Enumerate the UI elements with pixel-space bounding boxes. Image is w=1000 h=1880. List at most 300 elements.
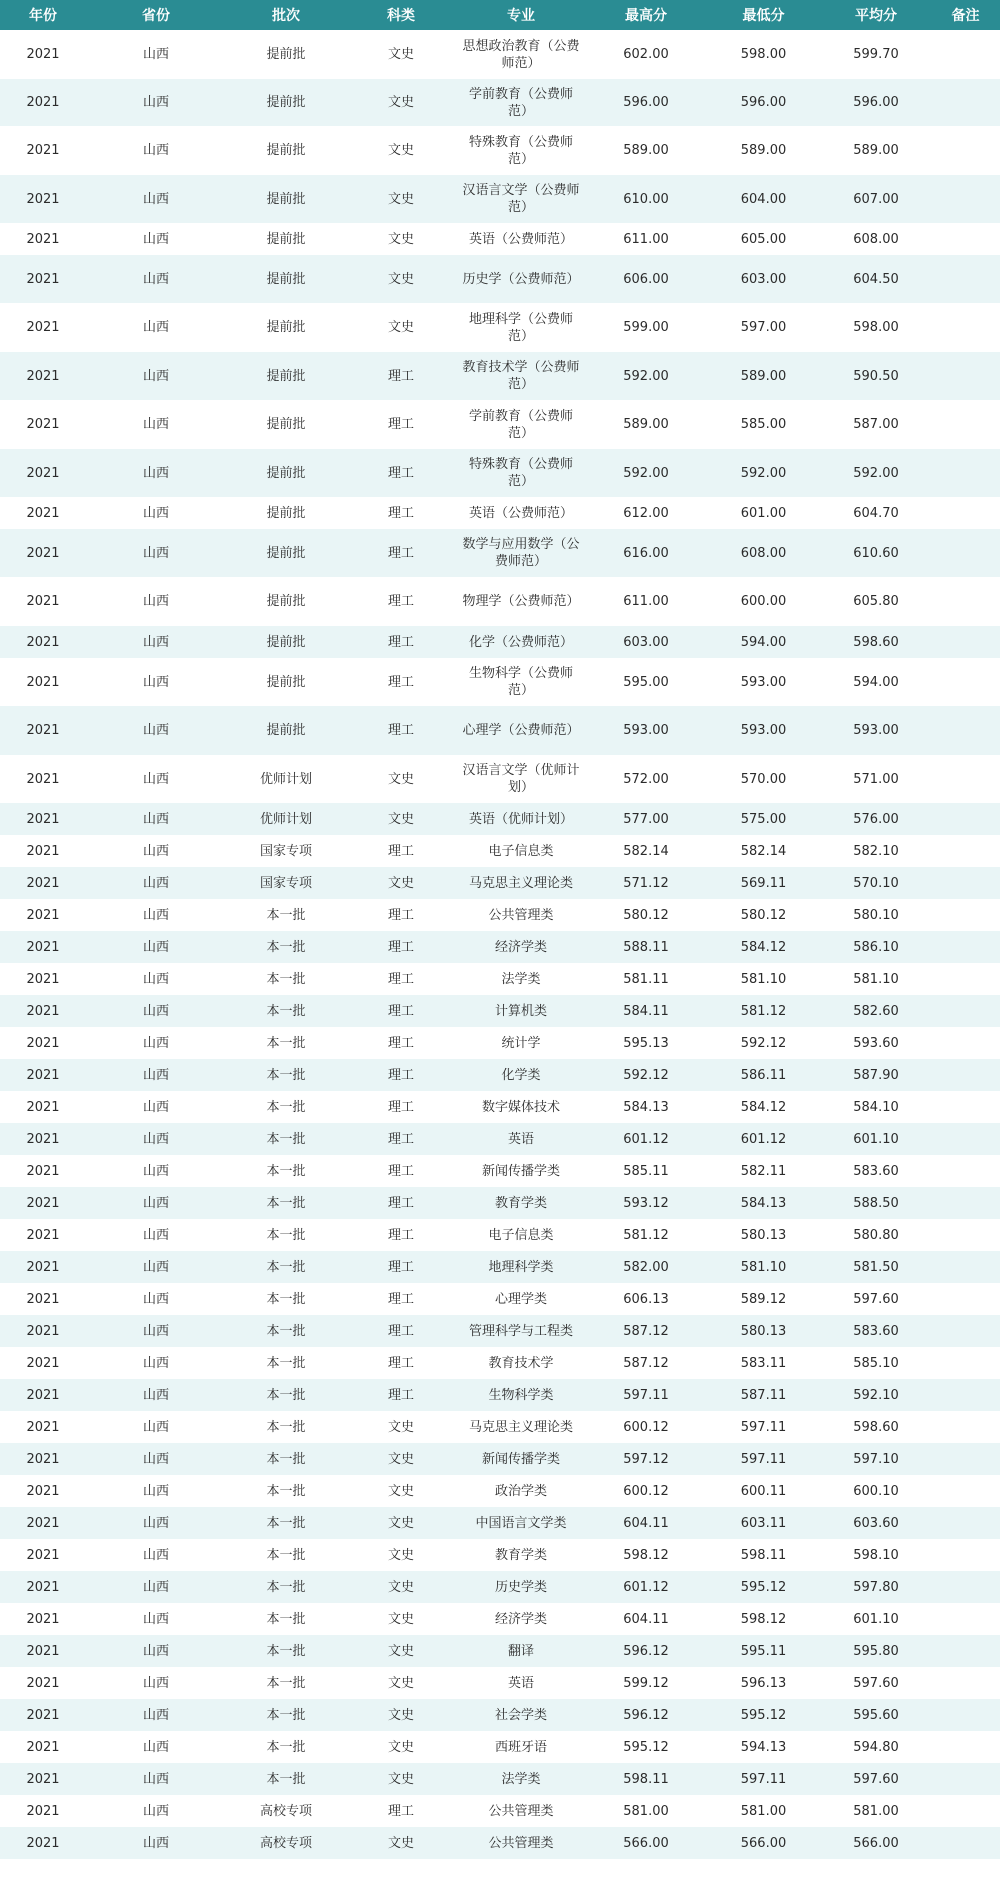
- cell-province: 山西: [86, 1731, 226, 1763]
- cell-major: 汉语言文学（优师计划）: [456, 755, 586, 803]
- cell-major: 生物科学类: [456, 1379, 586, 1411]
- cell-subject: 文史: [346, 1571, 456, 1603]
- cell-min-score: 598.00: [706, 30, 821, 79]
- cell-avg-score: 571.00: [821, 755, 931, 803]
- cell-batch: 优师计划: [226, 803, 346, 835]
- cell-min-score: 589.12: [706, 1283, 821, 1315]
- cell-note: [931, 1059, 1000, 1091]
- cell-subject: 理工: [346, 995, 456, 1027]
- cell-year: 2021: [0, 1475, 86, 1507]
- cell-year: 2021: [0, 1091, 86, 1123]
- cell-batch: 提前批: [226, 175, 346, 223]
- header-province: 省份: [86, 0, 226, 30]
- cell-year: 2021: [0, 1219, 86, 1251]
- cell-note: [931, 1699, 1000, 1731]
- table-body: [0, 30, 1000, 1859]
- cell-max-score: 606.00: [586, 255, 706, 303]
- cell-max-score: 598.11: [586, 1763, 706, 1795]
- cell-province: 山西: [86, 577, 226, 626]
- cell-min-score: 584.12: [706, 931, 821, 963]
- cell-subject: 文史: [346, 1635, 456, 1667]
- cell-subject: 理工: [346, 352, 456, 400]
- cell-note: [931, 126, 1000, 175]
- cell-note: [931, 577, 1000, 626]
- cell-min-score: 582.11: [706, 1155, 821, 1187]
- cell-avg-score: 589.00: [821, 126, 931, 175]
- cell-avg-score: 570.10: [821, 867, 931, 899]
- table-row: [0, 963, 1000, 995]
- cell-province: 山西: [86, 626, 226, 658]
- cell-year: 2021: [0, 1155, 86, 1187]
- cell-max-score: 616.00: [586, 529, 706, 577]
- cell-major: 生物科学（公费师范）: [456, 658, 586, 706]
- cell-province: 山西: [86, 1155, 226, 1187]
- cell-province: 山西: [86, 79, 226, 126]
- cell-subject: 理工: [346, 658, 456, 706]
- cell-max-score: 592.00: [586, 449, 706, 497]
- cell-major: 化学类: [456, 1059, 586, 1091]
- cell-major: 历史学类: [456, 1571, 586, 1603]
- table-row: [0, 1059, 1000, 1091]
- cell-batch: 提前批: [226, 626, 346, 658]
- cell-note: [931, 1731, 1000, 1763]
- cell-avg-score: 590.50: [821, 352, 931, 400]
- cell-province: 山西: [86, 835, 226, 867]
- cell-year: 2021: [0, 1763, 86, 1795]
- cell-subject: 理工: [346, 1155, 456, 1187]
- header-note: 备注: [931, 0, 1000, 30]
- cell-note: [931, 1667, 1000, 1699]
- cell-subject: 理工: [346, 449, 456, 497]
- cell-major: 教育技术学（公费师范）: [456, 352, 586, 400]
- cell-province: 山西: [86, 963, 226, 995]
- table-row: [0, 1507, 1000, 1539]
- cell-min-score: 584.12: [706, 1091, 821, 1123]
- cell-avg-score: 601.10: [821, 1123, 931, 1155]
- cell-note: [931, 995, 1000, 1027]
- cell-province: 山西: [86, 1699, 226, 1731]
- cell-year: 2021: [0, 803, 86, 835]
- cell-major: 数学与应用数学（公费师范）: [456, 529, 586, 577]
- cell-batch: 本一批: [226, 931, 346, 963]
- cell-min-score: 608.00: [706, 529, 821, 577]
- cell-year: 2021: [0, 867, 86, 899]
- cell-major: 思想政治教育（公费师范）: [456, 30, 586, 79]
- cell-subject: 文史: [346, 755, 456, 803]
- cell-avg-score: 580.80: [821, 1219, 931, 1251]
- cell-max-score: 588.11: [586, 931, 706, 963]
- cell-min-score: 603.00: [706, 255, 821, 303]
- cell-subject: 理工: [346, 1251, 456, 1283]
- cell-year: 2021: [0, 931, 86, 963]
- cell-batch: 本一批: [226, 995, 346, 1027]
- cell-batch: 本一批: [226, 1507, 346, 1539]
- cell-subject: 理工: [346, 497, 456, 529]
- cell-min-score: 595.12: [706, 1571, 821, 1603]
- cell-batch: 本一批: [226, 899, 346, 931]
- cell-avg-score: 598.10: [821, 1539, 931, 1571]
- cell-max-score: 603.00: [586, 626, 706, 658]
- cell-major: 计算机类: [456, 995, 586, 1027]
- cell-batch: 本一批: [226, 1699, 346, 1731]
- cell-batch: 本一批: [226, 1635, 346, 1667]
- cell-subject: 理工: [346, 1795, 456, 1827]
- cell-max-score: 584.11: [586, 995, 706, 1027]
- cell-max-score: 612.00: [586, 497, 706, 529]
- cell-min-score: 593.00: [706, 706, 821, 755]
- cell-min-score: 586.11: [706, 1059, 821, 1091]
- cell-avg-score: 594.80: [821, 1731, 931, 1763]
- cell-batch: 提前批: [226, 706, 346, 755]
- cell-note: [931, 175, 1000, 223]
- table-row: [0, 1603, 1000, 1635]
- cell-max-score: 572.00: [586, 755, 706, 803]
- cell-note: [931, 1315, 1000, 1347]
- cell-province: 山西: [86, 497, 226, 529]
- cell-major: 社会学类: [456, 1699, 586, 1731]
- cell-province: 山西: [86, 352, 226, 400]
- cell-max-score: 596.00: [586, 79, 706, 126]
- table-row: [0, 529, 1000, 577]
- cell-province: 山西: [86, 1219, 226, 1251]
- cell-subject: 文史: [346, 126, 456, 175]
- table-row: [0, 1123, 1000, 1155]
- cell-province: 山西: [86, 931, 226, 963]
- cell-max-score: 611.00: [586, 577, 706, 626]
- cell-subject: 理工: [346, 1123, 456, 1155]
- cell-province: 山西: [86, 706, 226, 755]
- cell-max-score: 599.00: [586, 303, 706, 352]
- cell-subject: 理工: [346, 400, 456, 449]
- cell-avg-score: 598.00: [821, 303, 931, 352]
- cell-year: 2021: [0, 658, 86, 706]
- cell-min-score: 583.11: [706, 1347, 821, 1379]
- cell-max-score: 592.12: [586, 1059, 706, 1091]
- table-row: [0, 1731, 1000, 1763]
- cell-batch: 提前批: [226, 658, 346, 706]
- cell-max-score: 587.12: [586, 1315, 706, 1347]
- cell-subject: 理工: [346, 529, 456, 577]
- cell-major: 西班牙语: [456, 1731, 586, 1763]
- cell-year: 2021: [0, 1379, 86, 1411]
- cell-batch: 本一批: [226, 1027, 346, 1059]
- cell-min-score: 592.00: [706, 449, 821, 497]
- cell-note: [931, 1283, 1000, 1315]
- cell-subject: 文史: [346, 255, 456, 303]
- cell-batch: 高校专项: [226, 1827, 346, 1859]
- cell-max-score: 581.12: [586, 1219, 706, 1251]
- cell-major: 心理学类: [456, 1283, 586, 1315]
- cell-year: 2021: [0, 449, 86, 497]
- cell-batch: 本一批: [226, 1763, 346, 1795]
- cell-max-score: 600.12: [586, 1475, 706, 1507]
- cell-subject: 理工: [346, 1347, 456, 1379]
- cell-year: 2021: [0, 626, 86, 658]
- cell-avg-score: 576.00: [821, 803, 931, 835]
- cell-note: [931, 1603, 1000, 1635]
- cell-note: [931, 1091, 1000, 1123]
- cell-year: 2021: [0, 1411, 86, 1443]
- table-row: [0, 126, 1000, 175]
- cell-subject: 文史: [346, 1443, 456, 1475]
- cell-subject: 文史: [346, 1731, 456, 1763]
- cell-major: 法学类: [456, 1763, 586, 1795]
- cell-major: 英语（优师计划）: [456, 803, 586, 835]
- table-row: [0, 1443, 1000, 1475]
- table-row: [0, 1827, 1000, 1859]
- cell-avg-score: 587.00: [821, 400, 931, 449]
- table-row: [0, 1251, 1000, 1283]
- cell-min-score: 589.00: [706, 126, 821, 175]
- cell-note: [931, 963, 1000, 995]
- cell-province: 山西: [86, 1315, 226, 1347]
- cell-major: 政治学类: [456, 1475, 586, 1507]
- cell-max-score: 566.00: [586, 1827, 706, 1859]
- cell-avg-score: 595.80: [821, 1635, 931, 1667]
- header-year: 年份: [0, 0, 86, 30]
- cell-province: 山西: [86, 1347, 226, 1379]
- cell-major: 地理科学（公费师范）: [456, 303, 586, 352]
- cell-min-score: 597.11: [706, 1443, 821, 1475]
- header-avg-score: 平均分: [821, 0, 931, 30]
- cell-subject: 文史: [346, 1603, 456, 1635]
- cell-max-score: 585.11: [586, 1155, 706, 1187]
- table-row: [0, 899, 1000, 931]
- table-row: [0, 1283, 1000, 1315]
- cell-year: 2021: [0, 1027, 86, 1059]
- table-row: [0, 1091, 1000, 1123]
- table-header: [0, 0, 1000, 30]
- cell-note: [931, 529, 1000, 577]
- cell-batch: 本一批: [226, 1443, 346, 1475]
- table-row: [0, 626, 1000, 658]
- cell-subject: 理工: [346, 1283, 456, 1315]
- cell-min-score: 581.00: [706, 1795, 821, 1827]
- cell-max-score: 595.00: [586, 658, 706, 706]
- table-row: [0, 1539, 1000, 1571]
- cell-note: [931, 1027, 1000, 1059]
- table-row: [0, 835, 1000, 867]
- cell-avg-score: 592.00: [821, 449, 931, 497]
- cell-note: [931, 400, 1000, 449]
- cell-note: [931, 1571, 1000, 1603]
- cell-min-score: 569.11: [706, 867, 821, 899]
- cell-batch: 本一批: [226, 1571, 346, 1603]
- cell-major: 英语: [456, 1667, 586, 1699]
- cell-batch: 提前批: [226, 577, 346, 626]
- cell-note: [931, 803, 1000, 835]
- cell-avg-score: 604.70: [821, 497, 931, 529]
- cell-min-score: 601.12: [706, 1123, 821, 1155]
- cell-avg-score: 582.60: [821, 995, 931, 1027]
- cell-subject: 文史: [346, 1827, 456, 1859]
- cell-avg-score: 597.60: [821, 1283, 931, 1315]
- cell-batch: 优师计划: [226, 755, 346, 803]
- cell-batch: 提前批: [226, 303, 346, 352]
- cell-major: 公共管理类: [456, 1827, 586, 1859]
- cell-max-score: 592.00: [586, 352, 706, 400]
- cell-batch: 本一批: [226, 1059, 346, 1091]
- cell-subject: 理工: [346, 1027, 456, 1059]
- cell-max-score: 593.12: [586, 1187, 706, 1219]
- cell-major: 化学（公费师范）: [456, 626, 586, 658]
- cell-province: 山西: [86, 1379, 226, 1411]
- cell-min-score: 596.13: [706, 1667, 821, 1699]
- table-row: [0, 803, 1000, 835]
- table-row: [0, 1155, 1000, 1187]
- table-row: [0, 255, 1000, 303]
- cell-major: 中国语言文学类: [456, 1507, 586, 1539]
- cell-note: [931, 1443, 1000, 1475]
- cell-min-score: 589.00: [706, 352, 821, 400]
- cell-subject: 理工: [346, 706, 456, 755]
- cell-province: 山西: [86, 1763, 226, 1795]
- cell-note: [931, 867, 1000, 899]
- cell-subject: 文史: [346, 1411, 456, 1443]
- cell-batch: 本一批: [226, 1091, 346, 1123]
- cell-max-score: 597.11: [586, 1379, 706, 1411]
- cell-subject: 文史: [346, 803, 456, 835]
- cell-batch: 本一批: [226, 1379, 346, 1411]
- cell-major: 教育技术学: [456, 1347, 586, 1379]
- cell-subject: 文史: [346, 1699, 456, 1731]
- table-row: [0, 223, 1000, 255]
- cell-min-score: 587.11: [706, 1379, 821, 1411]
- cell-batch: 本一批: [226, 1667, 346, 1699]
- cell-avg-score: 597.60: [821, 1763, 931, 1795]
- cell-province: 山西: [86, 1795, 226, 1827]
- cell-avg-score: 596.00: [821, 79, 931, 126]
- cell-note: [931, 755, 1000, 803]
- cell-year: 2021: [0, 1059, 86, 1091]
- table-row: [0, 303, 1000, 352]
- cell-avg-score: 593.00: [821, 706, 931, 755]
- cell-year: 2021: [0, 497, 86, 529]
- cell-subject: 理工: [346, 1315, 456, 1347]
- cell-major: 电子信息类: [456, 1219, 586, 1251]
- cell-avg-score: 584.10: [821, 1091, 931, 1123]
- cell-avg-score: 580.10: [821, 899, 931, 931]
- cell-max-score: 595.12: [586, 1731, 706, 1763]
- cell-note: [931, 223, 1000, 255]
- cell-avg-score: 600.10: [821, 1475, 931, 1507]
- cell-batch: 本一批: [226, 1155, 346, 1187]
- table-row: [0, 867, 1000, 899]
- cell-year: 2021: [0, 1251, 86, 1283]
- cell-year: 2021: [0, 126, 86, 175]
- cell-avg-score: 605.80: [821, 577, 931, 626]
- cell-avg-score: 585.10: [821, 1347, 931, 1379]
- cell-max-score: 598.12: [586, 1539, 706, 1571]
- cell-note: [931, 30, 1000, 79]
- cell-province: 山西: [86, 1027, 226, 1059]
- cell-major: 特殊教育（公费师范）: [456, 126, 586, 175]
- cell-province: 山西: [86, 1635, 226, 1667]
- cell-batch: 提前批: [226, 449, 346, 497]
- cell-major: 新闻传播学类: [456, 1155, 586, 1187]
- cell-note: [931, 303, 1000, 352]
- cell-province: 山西: [86, 755, 226, 803]
- cell-major: 英语（公费师范）: [456, 223, 586, 255]
- cell-max-score: 602.00: [586, 30, 706, 79]
- cell-avg-score: 601.10: [821, 1603, 931, 1635]
- cell-major: 教育学类: [456, 1539, 586, 1571]
- cell-major: 翻译: [456, 1635, 586, 1667]
- table-row: [0, 1635, 1000, 1667]
- cell-year: 2021: [0, 255, 86, 303]
- table-row: [0, 931, 1000, 963]
- cell-subject: 理工: [346, 1379, 456, 1411]
- table-row: [0, 1187, 1000, 1219]
- cell-max-score: 581.00: [586, 1795, 706, 1827]
- table-row: [0, 995, 1000, 1027]
- cell-avg-score: 566.00: [821, 1827, 931, 1859]
- cell-min-score: 581.10: [706, 963, 821, 995]
- cell-min-score: 603.11: [706, 1507, 821, 1539]
- table-row: [0, 449, 1000, 497]
- cell-batch: 提前批: [226, 497, 346, 529]
- cell-min-score: 600.11: [706, 1475, 821, 1507]
- cell-year: 2021: [0, 899, 86, 931]
- cell-year: 2021: [0, 1667, 86, 1699]
- cell-major: 历史学（公费师范）: [456, 255, 586, 303]
- cell-province: 山西: [86, 867, 226, 899]
- cell-note: [931, 658, 1000, 706]
- table-row: [0, 577, 1000, 626]
- cell-major: 马克思主义理论类: [456, 1411, 586, 1443]
- table-row: [0, 658, 1000, 706]
- cell-major: 汉语言文学（公费师范）: [456, 175, 586, 223]
- cell-batch: 提前批: [226, 400, 346, 449]
- cell-avg-score: 597.60: [821, 1667, 931, 1699]
- cell-min-score: 594.13: [706, 1731, 821, 1763]
- table-row: [0, 79, 1000, 126]
- cell-major: 物理学（公费师范）: [456, 577, 586, 626]
- cell-avg-score: 586.10: [821, 931, 931, 963]
- cell-note: [931, 1379, 1000, 1411]
- cell-max-score: 581.11: [586, 963, 706, 995]
- cell-province: 山西: [86, 803, 226, 835]
- cell-max-score: 593.00: [586, 706, 706, 755]
- cell-min-score: 598.12: [706, 1603, 821, 1635]
- cell-batch: 提前批: [226, 255, 346, 303]
- cell-min-score: 575.00: [706, 803, 821, 835]
- cell-min-score: 580.13: [706, 1315, 821, 1347]
- cell-province: 山西: [86, 1603, 226, 1635]
- cell-note: [931, 255, 1000, 303]
- cell-avg-score: 583.60: [821, 1315, 931, 1347]
- cell-max-score: 596.12: [586, 1699, 706, 1731]
- cell-note: [931, 899, 1000, 931]
- cell-major: 经济学类: [456, 931, 586, 963]
- cell-max-score: 596.12: [586, 1635, 706, 1667]
- cell-year: 2021: [0, 706, 86, 755]
- cell-subject: 理工: [346, 1187, 456, 1219]
- cell-subject: 文史: [346, 1667, 456, 1699]
- cell-year: 2021: [0, 529, 86, 577]
- cell-province: 山西: [86, 1059, 226, 1091]
- cell-max-score: 582.14: [586, 835, 706, 867]
- cell-province: 山西: [86, 1507, 226, 1539]
- cell-max-score: 597.12: [586, 1443, 706, 1475]
- cell-province: 山西: [86, 1539, 226, 1571]
- cell-max-score: 601.12: [586, 1123, 706, 1155]
- cell-major: 英语（公费师范）: [456, 497, 586, 529]
- cell-avg-score: 581.50: [821, 1251, 931, 1283]
- cell-batch: 本一批: [226, 963, 346, 995]
- table-row: [0, 1475, 1000, 1507]
- cell-avg-score: 597.10: [821, 1443, 931, 1475]
